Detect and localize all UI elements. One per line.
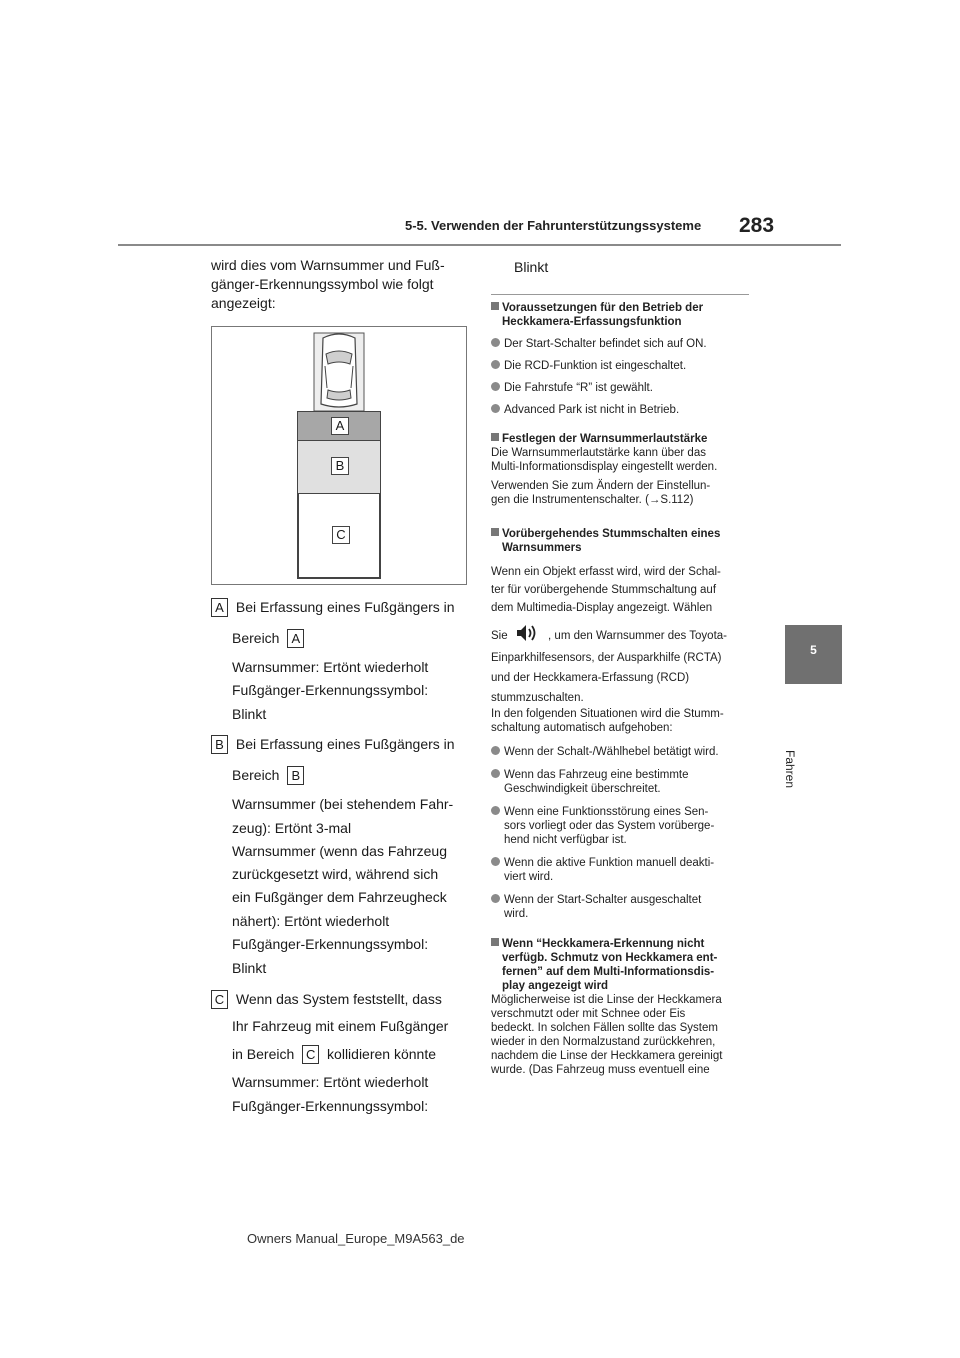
mute-line: dem Multimedia-Display angezeigt. Wählen [491, 602, 713, 614]
cancel-text: Geschwindigkeit überschreitet. [504, 783, 661, 795]
intro-line: gänger-Erkennungssymbol wie folgt [211, 276, 434, 292]
item-a-line1 [211, 598, 455, 617]
mute-cancel-item [491, 768, 755, 796]
volume-line: Verwenden Sie zum Ändern der Einstellun- [491, 480, 711, 492]
mute-line: ter für vorübergehende Stummschaltung auf [491, 584, 717, 596]
blinkt-text: Blinkt [514, 259, 549, 275]
mute-cancel-item [491, 745, 755, 759]
item-a-buzzer: Warnsummer: Ertönt wiederholt [232, 659, 429, 675]
bullet-icon [491, 769, 500, 778]
camera-line: bedeckt. In solchen Fällen sollte das System [491, 1022, 718, 1034]
camera-line: wieder in den Normalzustand zurückkehren, [491, 1036, 716, 1048]
zone-a-label: A [331, 417, 349, 435]
chapter-tab: 5 [785, 625, 842, 684]
mute-title-line: Vorübergehendes Stummschalten eines [502, 528, 721, 540]
item-a-text: Bei Erfassung eines Fußgängers in [235, 599, 455, 615]
item-b-text-10: Blinkt [232, 960, 267, 976]
requirement-text: Die Fahrstufe “R” ist gewählt. [504, 382, 653, 394]
volume-line: Die Warnsummerlautstärke kann über das [491, 447, 706, 459]
intro-line: wird dies vom Warnsummer und Fuß- [211, 257, 445, 273]
header-divider [118, 244, 841, 246]
requirements-title-line: Voraussetzungen für den Betrieb der [502, 302, 704, 314]
requirement-text: Advanced Park ist nicht in Betrieb. [504, 404, 680, 416]
item-c-label: C [211, 990, 228, 1009]
item-b-text-6: zurückgesetzt wird, während sich [232, 866, 439, 882]
square-bullet-icon [491, 528, 499, 536]
section-mute [491, 527, 755, 921]
zone-c [297, 494, 381, 579]
cancel-text: sors vorliegt oder das System vorüberge- [504, 820, 715, 832]
item-a-symbol: Fußgänger-Erkennungssymbol: [232, 682, 429, 698]
item-a-label: A [211, 598, 228, 617]
item-c-text: Wenn das System feststellt, dass [235, 991, 442, 1007]
requirement-text: Die RCD-Funktion ist eingeschaltet. [504, 360, 687, 372]
mute-cancel-item [491, 893, 755, 921]
zone-a [297, 411, 381, 441]
intro-text [211, 256, 471, 313]
square-bullet-icon [491, 938, 499, 946]
requirements-title-line: Heckkamera-Erfassungsfunktion [502, 316, 682, 328]
item-c-bereich: in Bereich [232, 1046, 295, 1062]
cancel-text: Wenn das Fahrzeug eine bestimmte [504, 769, 689, 781]
requirement-item [491, 381, 755, 395]
item-b-text-7: ein Fußgänger dem Fahrzeugheck [232, 889, 447, 905]
zone-stack [297, 411, 381, 579]
camera-title-line: Wenn “Heckkamera-Erkennung nicht [502, 938, 705, 950]
section-divider [491, 294, 749, 295]
square-bullet-icon [491, 302, 499, 310]
requirement-item [491, 337, 755, 351]
item-c-text-4: Warnsummer: Ertönt wiederholt [232, 1074, 429, 1090]
item-a-blinkt: Blinkt [232, 706, 267, 722]
mute-line: Wenn ein Objekt erfasst wird, wird der Schal- [491, 566, 721, 578]
footer-text: Owners Manual_Europe_M9A563_de [247, 1231, 465, 1246]
section-camera-dirty [491, 937, 755, 1077]
item-b-line1 [211, 735, 455, 754]
bullet-icon [491, 806, 500, 815]
requirement-item [491, 359, 755, 373]
intro-line: angezeigt: [211, 295, 276, 311]
mute-cancel-item [491, 856, 755, 884]
mute-line: Einparkhilfesensors, der Ausparkhilfe (RCTA) [491, 652, 722, 664]
zone-b-label: B [331, 457, 349, 475]
item-b-text-4: zeug): Ertönt 3-mal [232, 820, 352, 836]
mute-line: schaltung automatisch aufgehoben: [491, 722, 673, 734]
mute-continuation: , um den Warnsummer des Toyota- [548, 630, 727, 642]
camera-line: nachdem die Linse der Heckkamera gereinigt [491, 1050, 723, 1062]
item-a-line2 [232, 629, 304, 648]
bullet-icon [491, 404, 500, 413]
zone-c-label: C [332, 526, 350, 544]
mute-line-with-icon [491, 623, 755, 645]
item-b-label: B [211, 735, 228, 754]
camera-title-line: play angezeigt wird [502, 980, 609, 992]
section-title: 5-5. Verwenden der Fahrunterstützungssysteme [405, 218, 702, 233]
bullet-icon [491, 360, 500, 369]
item-c-line1 [211, 990, 442, 1009]
item-b-ref: B [287, 766, 304, 785]
mute-cancel-item [491, 805, 755, 847]
cancel-text: viert wird. [504, 871, 554, 883]
item-a-bereich: Bereich [232, 630, 280, 646]
bullet-icon [491, 746, 500, 755]
item-b-text-3: Warnsummer (bei stehendem Fahr- [232, 796, 454, 812]
chapter-label [783, 730, 843, 790]
volume-line: Multi-Informationsdisplay eingestellt werden. [491, 461, 718, 473]
requirement-item [491, 403, 755, 417]
mute-line: und der Heckkamera-Erfassung (RCD) [491, 672, 690, 684]
bullet-icon [491, 894, 500, 903]
camera-line: wurde. (Das Fahrzeug muss eventuell eine [491, 1064, 710, 1076]
mute-line: stummzuschalten. [491, 692, 584, 704]
item-b-bereich: Bereich [232, 767, 280, 783]
item-b-text-9: Fußgänger-Erkennungssymbol: [232, 936, 429, 952]
cancel-text: Wenn die aktive Funktion manuell deakti- [504, 857, 715, 869]
camera-title-line: verfügb. Schmutz von Heckkamera ent- [502, 952, 718, 964]
cancel-text: hend nicht verfügbar ist. [504, 834, 627, 846]
camera-title-line: fernen” auf dem Multi-Informationsdis- [502, 966, 715, 978]
car-icon [313, 332, 365, 412]
chapter-label-text: Fahren [783, 750, 797, 789]
requirements-title [491, 301, 755, 329]
page-number: 283 [739, 214, 775, 237]
item-b-line2 [232, 766, 304, 785]
speaker-icon [515, 623, 541, 643]
zone-b [297, 441, 381, 494]
cancel-text: Wenn eine Funktionsstörung eines Sen- [504, 806, 709, 818]
volume-title: Festlegen der Warnsummerlautstärke [502, 433, 708, 445]
item-a-ref: A [287, 629, 304, 648]
volume-line: gen die Instrumentenschalter. (→S.112) [491, 494, 694, 506]
requirement-text: Der Start-Schalter befindet sich auf ON. [504, 338, 707, 350]
camera-line: Möglicherweise ist die Linse der Heckkamera [491, 994, 722, 1006]
mute-sie: Sie [491, 630, 508, 642]
item-b-text-8: nähert): Ertönt wiederholt [232, 913, 390, 929]
item-b-text: Bei Erfassung eines Fußgängers in [235, 736, 455, 752]
bullet-icon [491, 857, 500, 866]
mute-line: In den folgenden Situationen wird die Stumm- [491, 708, 724, 720]
cancel-text: wird. [504, 908, 529, 920]
item-c-text-2: Ihr Fahrzeug mit einem Fußgänger [232, 1018, 449, 1034]
mute-title-line: Warnsummers [502, 542, 582, 554]
item-c-line3 [232, 1045, 436, 1064]
bullet-icon [491, 382, 500, 391]
item-b-text-5: Warnsummer (wenn das Fahrzeug [232, 843, 448, 859]
cancel-text: Wenn der Schalt-/Wählhebel betätigt wird. [504, 746, 719, 758]
cancel-text: Wenn der Start-Schalter ausgeschaltet [504, 894, 702, 906]
camera-line: verschmutzt oder mit Schnee oder Eis [491, 1008, 686, 1020]
section-volume [491, 432, 755, 507]
item-c-collide: kollidieren könnte [327, 1046, 437, 1062]
item-c-text-5: Fußgänger-Erkennungssymbol: [232, 1098, 429, 1114]
bullet-icon [491, 338, 500, 347]
item-c-ref: C [302, 1045, 319, 1064]
section-requirements [491, 301, 755, 417]
square-bullet-icon [491, 433, 499, 441]
